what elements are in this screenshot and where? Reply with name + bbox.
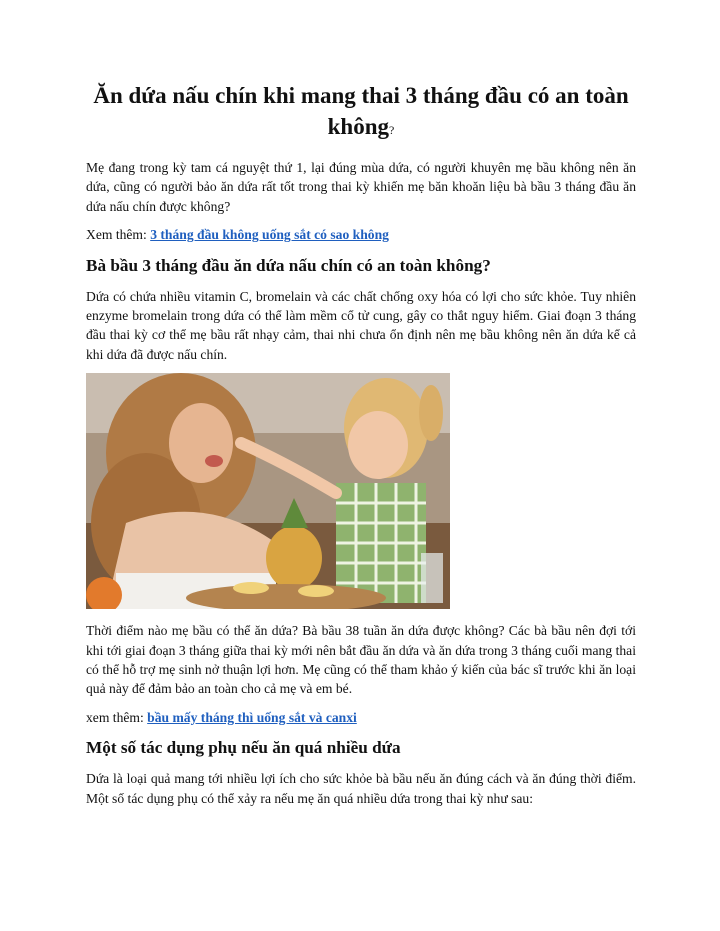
article xyxy=(86,80,636,817)
section-heading-side-effects: Một số tác dụng phụ nếu ăn quá nhiều dứa xyxy=(86,738,401,758)
see-more-line-1 xyxy=(86,225,636,244)
see-more-line-2 xyxy=(86,708,636,727)
title-text: Ăn dứa nấu chín khi mang thai 3 tháng đầu có an toàn không xyxy=(93,83,629,139)
section-heading-safety: Bà bầu 3 tháng đầu ăn dứa nấu chín có an toàn không? xyxy=(86,255,491,275)
title-question-mark: ? xyxy=(389,123,395,137)
intro-paragraph: Mẹ đang trong kỳ tam cá nguyệt thứ 1, lại đúng mùa dứa, có người khuyên mẹ bầu không nên ăn dứa, cũng có người bảo ăn dứa rất tốt trong thai kỳ khiến mẹ băn khoăn liệu bà bầu 3 tháng đầu ăn dứa nấu chín được không? xyxy=(86,160,636,214)
see-more-link-1[interactable]: 3 tháng đầu không uống sắt có sao không xyxy=(150,227,389,243)
timing-paragraph: Thời điểm nào mẹ bầu có thể ăn dứa? Bà bầu 38 tuần ăn dứa được không? Các bà bầu nên đợi tới khi tới giai đoạn 3 tháng giữa thai kỳ mới nên bắt đầu ăn dứa và ăn dứa trong 3 tháng cuối mang thai có thể hỗ trợ mẹ sinh nở thuận lợi hơn. Mẹ cũng có thể tham khảo ý kiến của bác sĩ trước khi ăn loại quả này để đảm bảo an toàn cho cả mẹ và em bé. xyxy=(86,623,636,697)
see-more-link-2[interactable]: bầu mấy tháng thì uống sắt và canxi xyxy=(147,709,357,725)
section-paragraph-safety: Dứa có chứa nhiều vitamin C, bromelain và các chất chống oxy hóa có lợi cho sức khỏe. Tuy nhiên enzyme bromelain trong dứa có thể làm mềm cổ tử cung, gây co thắt nguy hiểm. Giai đoạn 3 tháng đầu thai kỳ cơ thể mẹ bầu rất nhạy cảm, thai nhi chưa ổn định nên mẹ bầu không nên ăn dứa kể cả khi dứa đã được nấu chín. xyxy=(86,288,636,362)
mother-child-pineapple-photo xyxy=(86,373,450,609)
see-more-prefix: Xem thêm: xyxy=(86,227,151,243)
section-paragraph-side-effects: Dứa là loại quả mang tới nhiều lợi ích cho sức khỏe bà bầu nếu ăn đúng cách và ăn đúng thời điểm. Một số tác dụng phụ có thể xảy ra nếu mẹ ăn quá nhiều dứa trong thai kỳ như sau: xyxy=(86,771,636,806)
see-more-prefix: xem thêm: xyxy=(86,709,148,725)
article-title xyxy=(86,80,636,146)
